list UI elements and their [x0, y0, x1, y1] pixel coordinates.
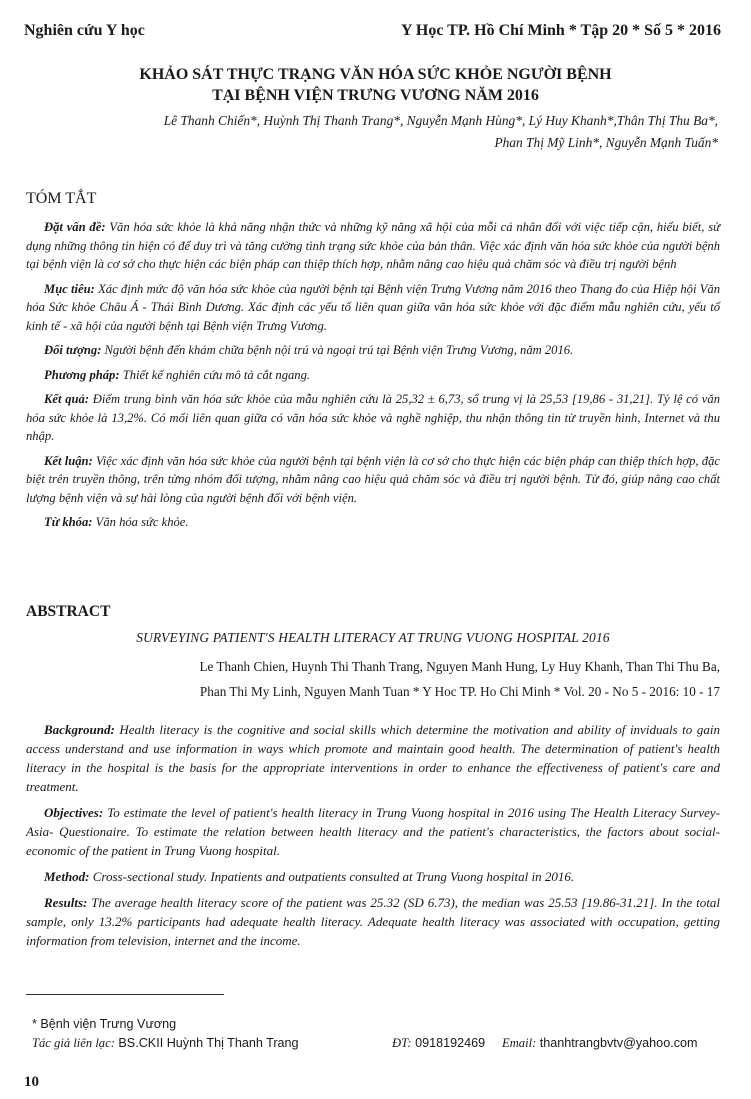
- ket-luan-label: Kết luận:: [44, 453, 93, 468]
- author-list: [30, 110, 718, 154]
- abstract-objectives: [26, 803, 720, 860]
- abstract-background: [26, 720, 720, 796]
- tomtat-dat-van-de: [26, 218, 720, 274]
- tomtat-doi-tuong: [26, 341, 720, 360]
- background-label: Background:: [44, 722, 115, 737]
- abstract-authors-line1: Le Thanh Chien, Huynh Thi Thanh Trang, Nguyen Manh Hung, Ly Huy Khanh, Than Thi Thu Ba,: [199, 659, 720, 674]
- running-header-right: Y Học TP. Hồ Chí Minh * Tập 20 * Số 5 * 2016: [400, 22, 721, 39]
- doi-tuong-text: Người bệnh đến khám chữa bệnh nội trú và ngoại trú tại Bệnh viện Trưng Vương, năm 2016.: [101, 343, 574, 357]
- article-title-line2: TẠI BỆNH VIỆN TRƯNG VƯƠNG NĂM 2016: [212, 87, 539, 104]
- objectives-label: Objectives:: [44, 805, 104, 820]
- method-label: Method:: [44, 869, 90, 884]
- abstract-method: [26, 867, 720, 886]
- phuong-phap-label: Phương pháp:: [44, 367, 120, 382]
- background-text: Health literacy is the cognitive and social skills which determine the motivation and ability of inviduals to gain access understand and use information in ways which promote and maintain good health. The determination of patient's health literacy in the hospital is the basis for the appropriate interventions in order to enhance the effectiveness of patient's care and treatment.: [26, 722, 720, 794]
- tu-khoa-label: Từ khóa:: [44, 515, 93, 529]
- muc-tieu-text: Xác định mức độ văn hóa sức khỏe của người bệnh tại Bệnh viện Trưng Vương năm 2016 theo Thang đo của Hiệp hội Văn hóa Sức khỏe Châu Á - Thái Bình Dương. Xác định các yếu tố liên quan giữa văn hóa sức khỏe với đặc điểm mẫu nghiên cứu, yếu tố kinh tế - xã hội của người bệnh tại Bệnh viện Trưng Vương.: [26, 281, 720, 333]
- tomtat-tu-khoa: [26, 513, 720, 532]
- objectives-text: To estimate the level of patient's health literacy in Trung Vuong hospital in 2016 using The Health Literacy Survey- Asia- Questionaire. To estimate the relation between health literacy and the patient's characteristics, the factors about social-economic of the patient in Trung Vuong hospital.: [26, 805, 720, 858]
- article-title: [40, 64, 711, 106]
- email-address: thanhtrangbvtv@yahoo.com: [536, 1036, 698, 1050]
- dat-van-de-label: Đặt vấn đề:: [44, 220, 106, 234]
- results-label: Results:: [44, 895, 88, 910]
- author-list-line1: Lê Thanh Chiến*, Huỳnh Thị Thanh Trang*, Nguyễn Mạnh Hùng*, Lý Huy Khanh*,Thân Thị Thu Ba*,: [163, 113, 718, 128]
- phone-number: 0918192469: [411, 1036, 486, 1050]
- phone-label: ĐT:: [392, 1036, 412, 1050]
- abstract-results: [26, 893, 720, 950]
- author-list-line2: Phan Thị Mỹ Linh*, Nguyễn Mạnh Tuấn*: [494, 135, 718, 150]
- running-header-left: Nghiên cứu Y học: [24, 22, 145, 39]
- tomtat-ket-qua: [26, 390, 720, 446]
- tomtat-heading: TÓM TẮT: [26, 190, 97, 207]
- tomtat-muc-tieu: [26, 280, 720, 336]
- abstract-body: [26, 720, 720, 957]
- results-text: The average health literacy score of the patient was 25.32 (SD 6.73), the median was 25.53 [19.86-31.21]. In the total sample, only 13.2% participants had adequate health literacy. Adequate health literacy was associated with occupation, getting information from television, internet and the income.: [26, 895, 720, 948]
- phuong-phap-text: Thiết kế nghiên cứu mô tả cắt ngang.: [119, 367, 311, 382]
- doi-tuong-label: Đối tượng:: [44, 343, 102, 357]
- abstract-title: SURVEYING PATIENT'S HEALTH LITERACY AT TRUNG VUONG HOSPITAL 2016: [136, 630, 610, 645]
- footnote-rule: [26, 994, 224, 995]
- tomtat-phuong-phap: [26, 366, 720, 385]
- footnote-affiliation: * Bệnh viện Trưng Vương: [32, 1017, 177, 1031]
- page-number: 10: [24, 1074, 39, 1090]
- dat-van-de-text: Văn hóa sức khỏe là khả năng nhận thức và những kỹ năng xã hội của mỗi cá nhân đối với việc tiếp cận, hiểu biết, sử dụng những thông tin hiện có để duy trì và tăng cường tình trạng sức khỏe của bản thân. Việc xác định văn hóa sức khỏe của người bệnh tại bệnh viện là cơ sở cho thực hiện các biện pháp can thiệp thích hợp, nhằm nâng cao hiệu quả chăm sóc và điều trị người bệnh: [26, 220, 720, 271]
- ket-luan-text: Việc xác định văn hóa sức khỏe của người bệnh tại bệnh viện là cơ sở cho thực hiện các biện pháp can thiệp thích hợp, đặc biệt trên truyền thông, trên từng nhóm đối tượng, nhằm nâng cao hiệu quả chăm sóc và điều trị người bệnh. Từ đó, giúp nâng cao chất lượng bệnh viện và sự hài lòng của người bệnh đối với bệnh viện.: [26, 453, 720, 505]
- abstract-heading: ABSTRACT: [26, 603, 111, 620]
- tu-khoa-text: Văn hóa sức khỏe.: [92, 515, 189, 529]
- tomtat-body: [26, 218, 720, 538]
- contact-name: BS.CKII Huỳnh Thị Thanh Trang: [114, 1036, 299, 1050]
- footnote-contact: [32, 1036, 722, 1051]
- email-label: Email:: [502, 1036, 537, 1050]
- contact-label: Tác giả liên lạc:: [32, 1036, 115, 1050]
- article-title-line1: KHẢO SÁT THỰC TRẠNG VĂN HÓA SỨC KHỎE NGƯỜI BỆNH: [139, 66, 612, 83]
- muc-tieu-label: Mục tiêu:: [44, 281, 95, 296]
- tomtat-ket-luan: [26, 452, 720, 508]
- ket-qua-label: Kết quả:: [44, 392, 90, 406]
- ket-qua-text: Điểm trung bình văn hóa sức khỏe của mẫu nghiên cứu là 25,32 ± 6,73, số trung vị là 25,53 [19,86 - 31,21]. Tỷ lệ có văn hóa sức khỏe là 13,2%. Có mối liên quan giữa có văn hóa sức khỏe và nghề nghiệp, thu nhận thông tin từ truyền hình, Internet và thu nhập.: [26, 392, 720, 443]
- method-text: Cross-sectional study. Inpatients and outpatients consulted at Trung Vuong hospital in 2016.: [89, 869, 575, 884]
- abstract-authors-line2: Phan Thi My Linh, Nguyen Manh Tuan * Y Hoc TP. Ho Chi Minh * Vol. 20 - No 5 - 2016: 10 - 17: [199, 684, 720, 699]
- abstract-authors: [26, 654, 720, 704]
